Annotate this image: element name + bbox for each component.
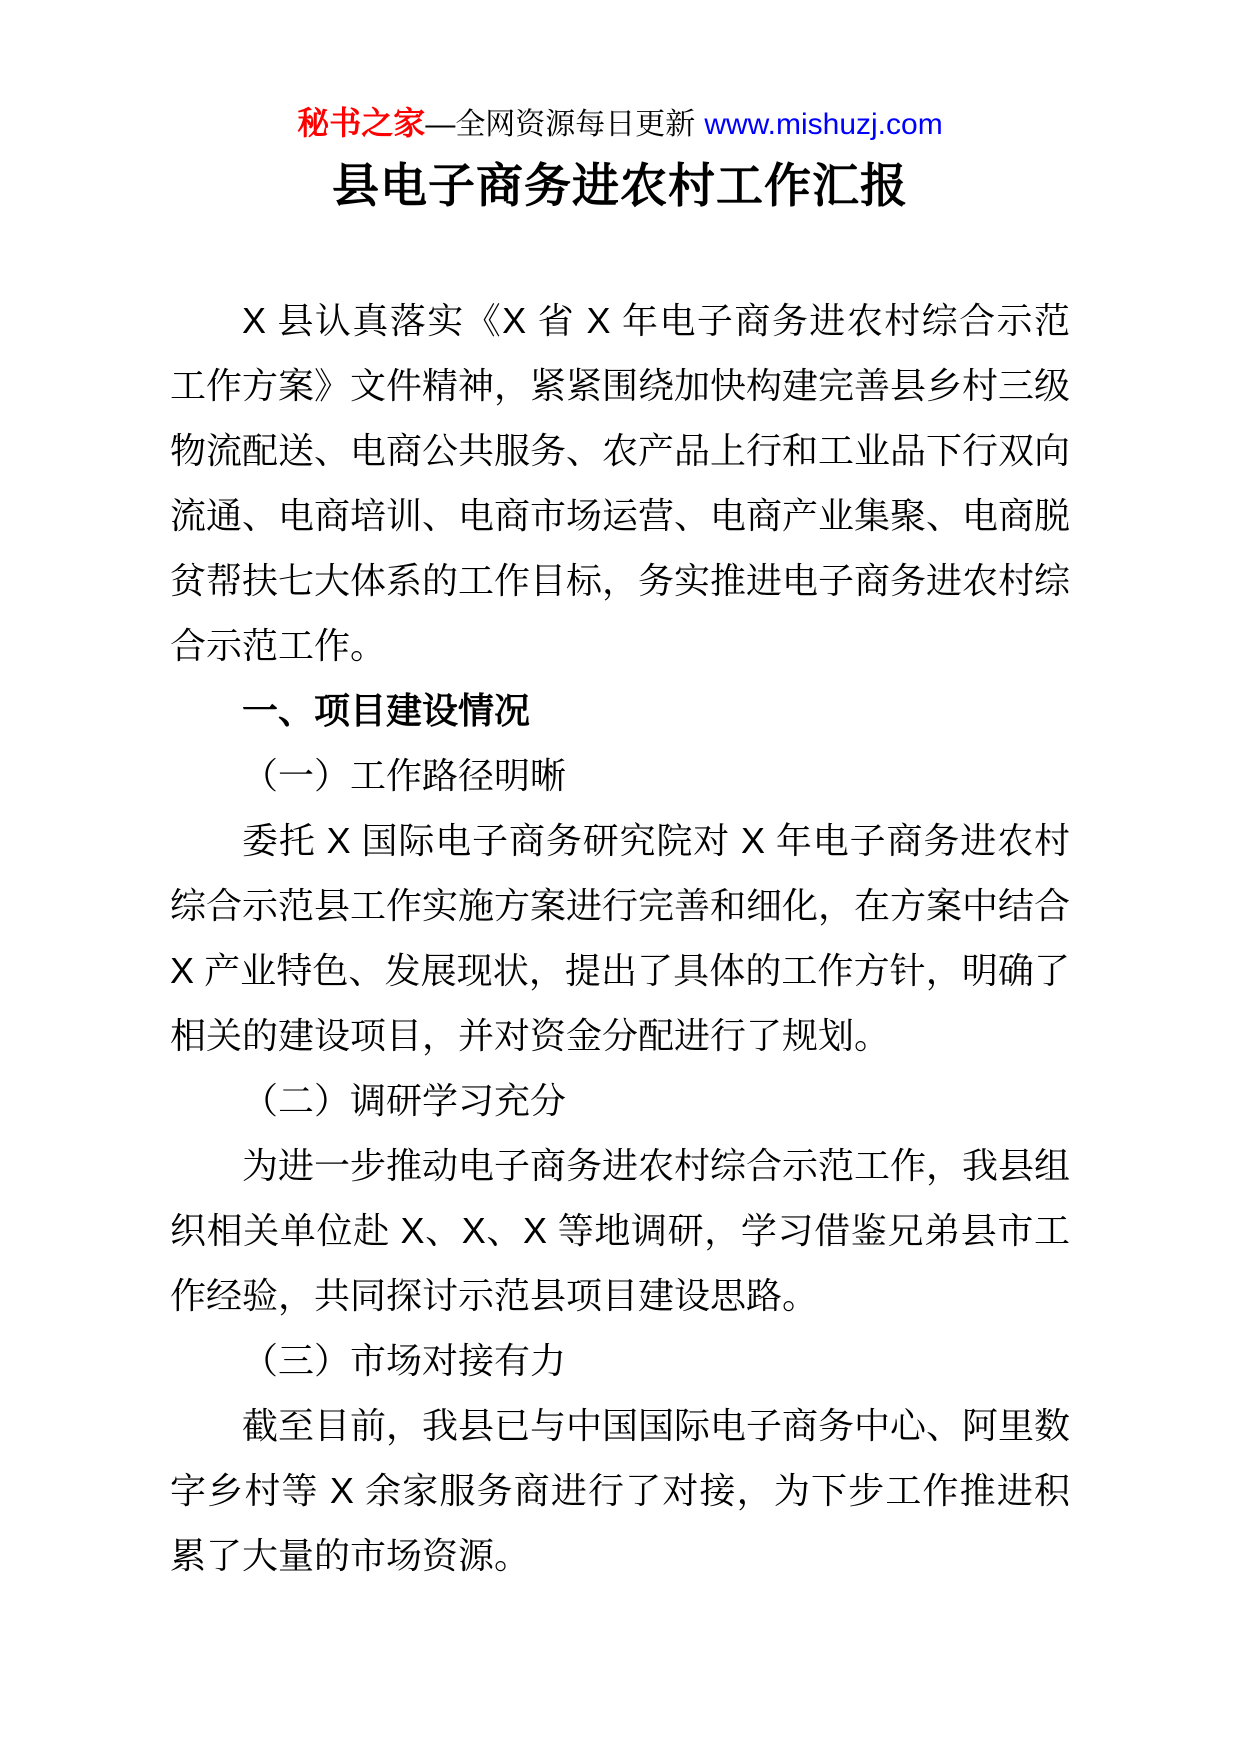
section-heading: 一、项目建设情况 [242, 690, 531, 731]
subsection-heading: （一）工作路径明晰 [242, 755, 567, 796]
site-tagline: —全网资源每日更新 [425, 108, 696, 141]
site-url-link[interactable]: www.mishuzj.com [704, 108, 943, 141]
site-brand: 秘书之家 [297, 105, 426, 141]
document-title: 县电子商务进农村工作汇报 [332, 159, 908, 212]
paragraph: 截至目前，我县已与中国国际电子商务中心、阿里数字乡村等 X 余家服务商进行了对接，为下步工作推进积累了大量的市场资源。 [170, 1405, 1071, 1576]
site-header [0, 0, 1240, 145]
document-body [170, 288, 1070, 1588]
paragraph: 为进一步推动电子商务进农村综合示范工作，我县组织相关单位赴 X、X、X 等地调研，学习借鉴兄弟县市工作经验，共同探讨示范县项目建设思路。 [170, 1145, 1071, 1316]
subsection-heading: （三）市场对接有力 [242, 1340, 567, 1381]
paragraph: 委托 X 国际电子商务研究院对 X 年电子商务进农村综合示范县工作实施方案进行完善和细化，在方案中结合 X 产业特色、发展现状，提出了具体的工作方针，明确了相关的建设项目，并对资金分配进行了规划。 [170, 820, 1071, 1056]
paragraph: X 县认真落实《X 省 X 年电子商务进农村综合示范工作方案》文件精神，紧紧围绕加快构建完善县乡村三级物流配送、电商公共服务、农产品上行和工业品下行双向流通、电商培训、电商市场运营、电商产业集聚、电商脱贫帮扶七大体系的工作目标，务实推进电子商务进农村综合示范工作。 [170, 300, 1071, 666]
subsection-heading: （二）调研学习充分 [242, 1080, 567, 1121]
